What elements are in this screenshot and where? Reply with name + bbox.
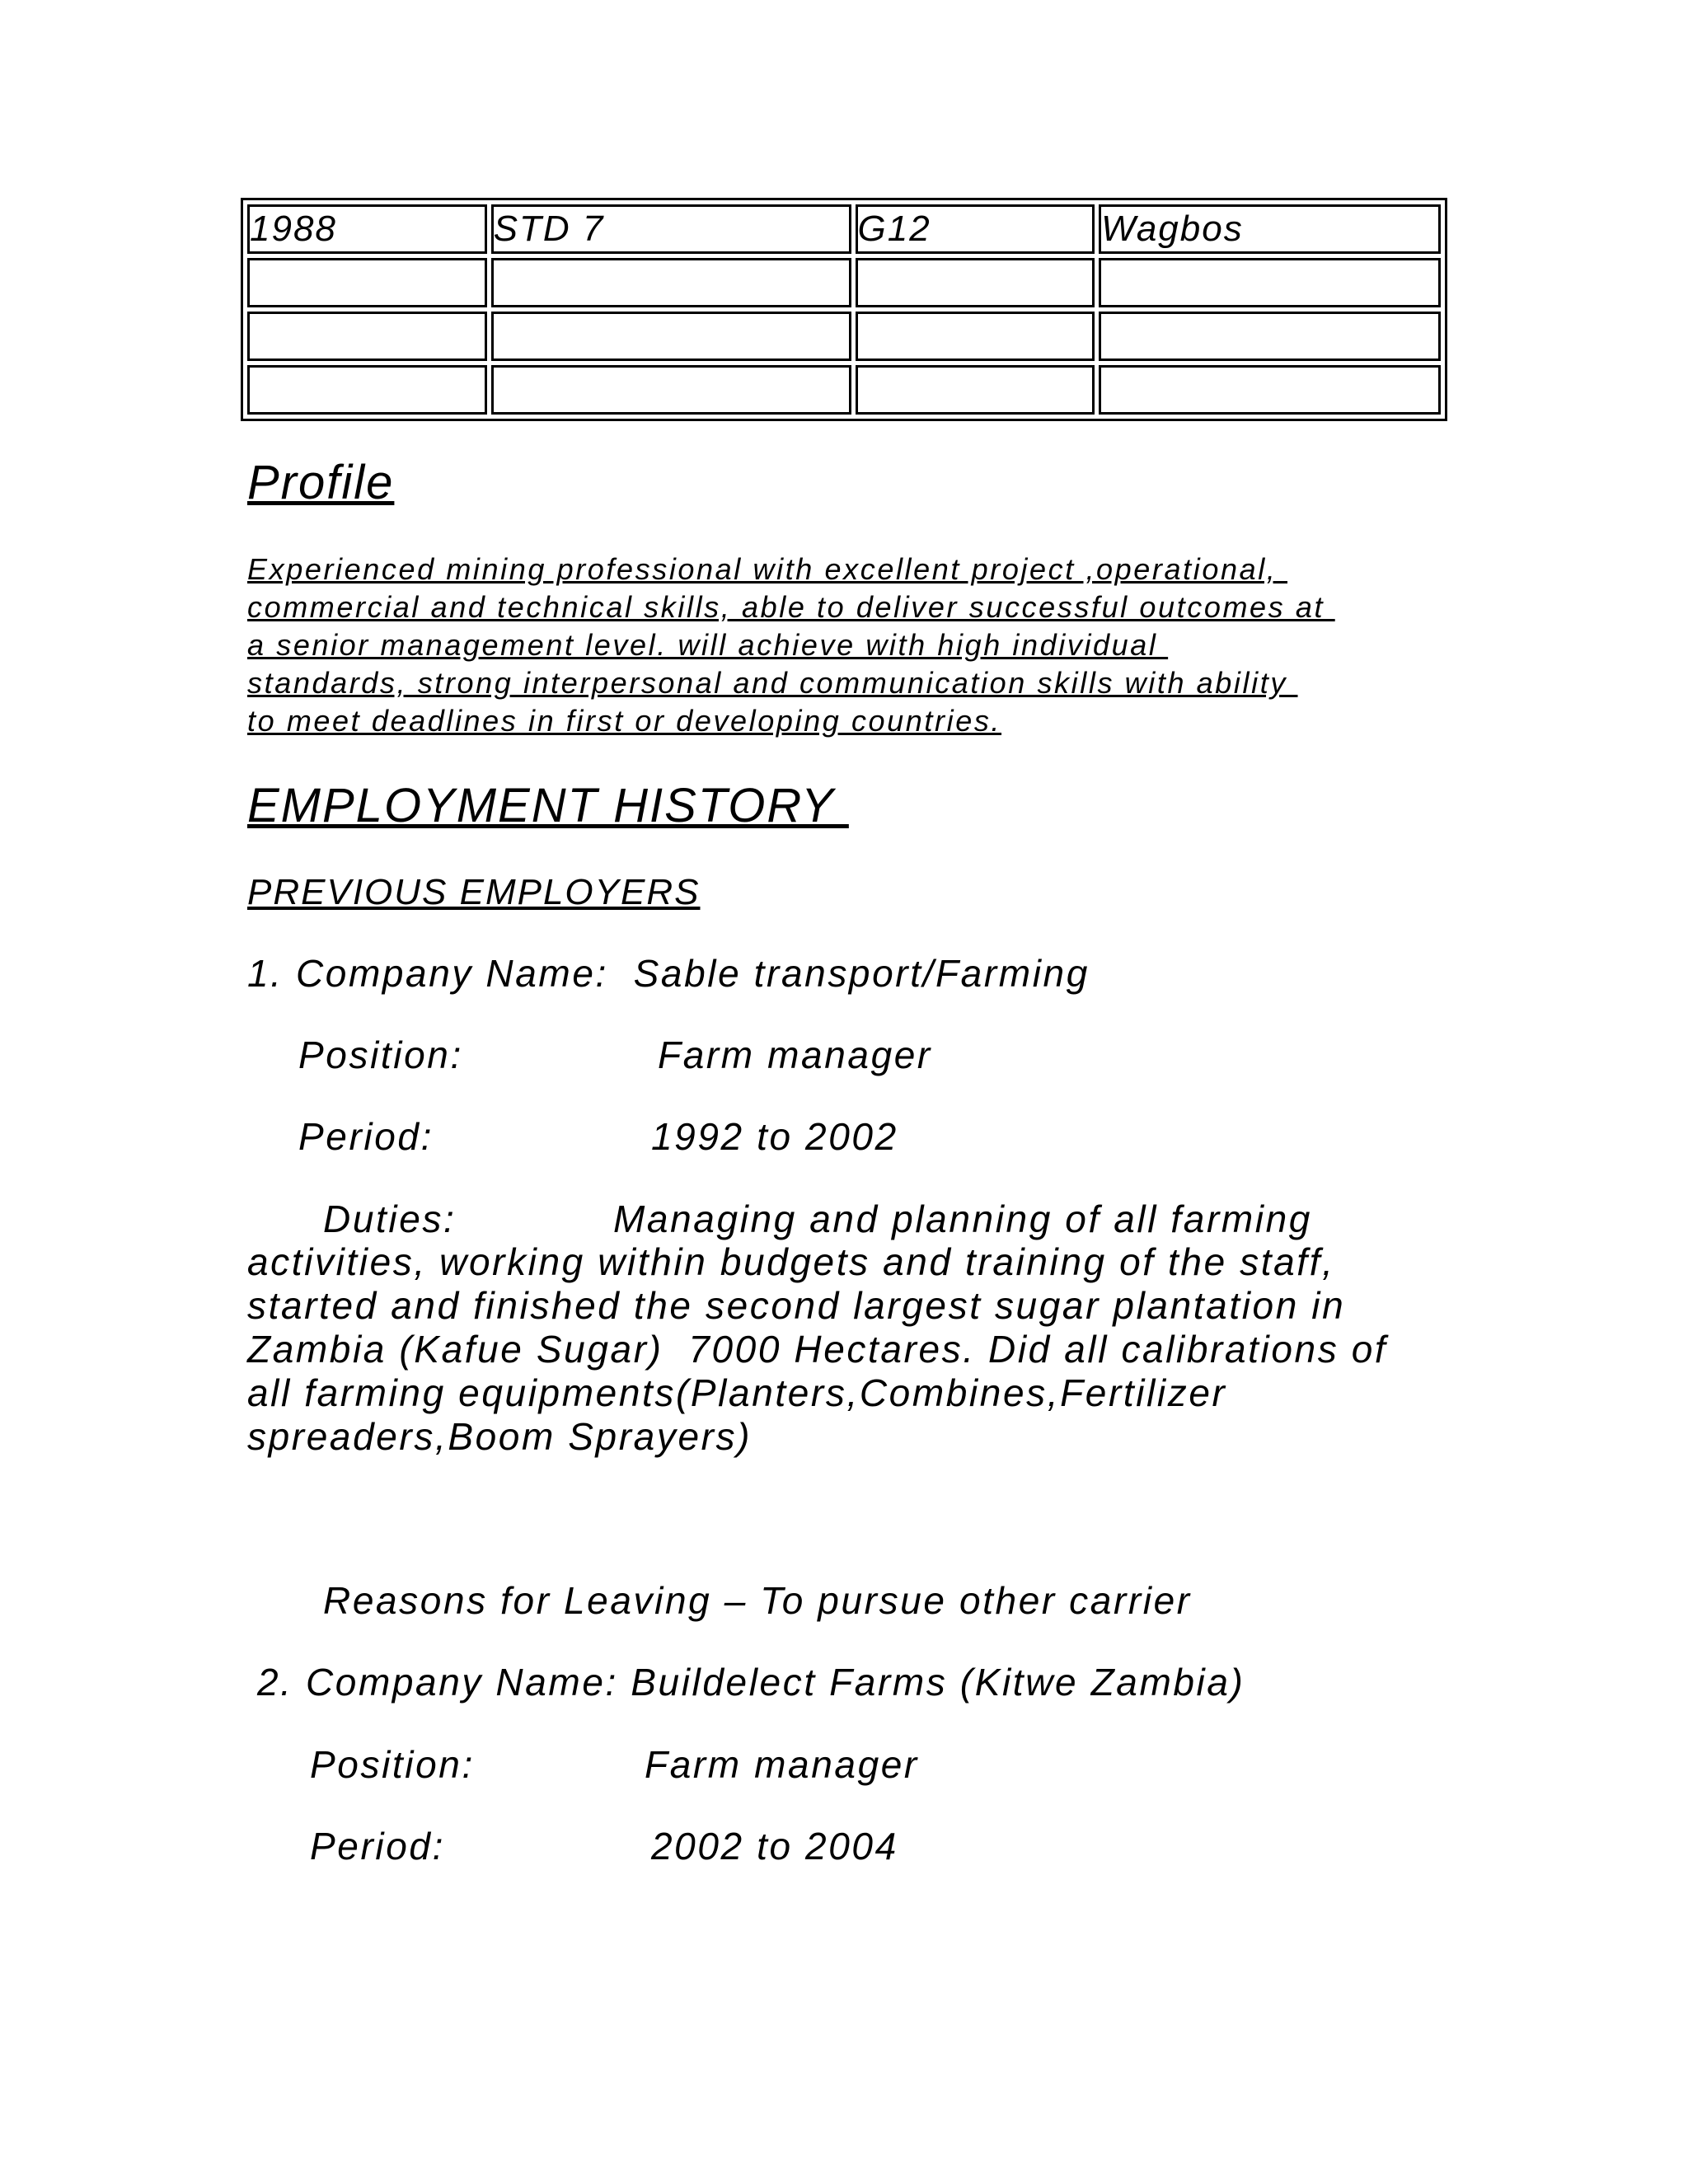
employer-1-period-label: Period: xyxy=(298,1115,434,1158)
table-cell: STD 7 xyxy=(491,204,851,254)
duties-line: started and finished the second largest sugar plantation in xyxy=(247,1284,1346,1327)
duties-line: spreaders,Boom Sprayers) xyxy=(247,1415,753,1458)
table-row xyxy=(247,204,1441,254)
duties-line: activities, working within budgets and training of the staff, xyxy=(247,1240,1335,1283)
employer-1-position-value: Farm manager xyxy=(658,1033,932,1076)
duties-line: all farming equipments(Planters,Combines,Fertilizer xyxy=(247,1371,1227,1414)
employer-2-position-label: Position: xyxy=(310,1743,475,1786)
table-cell xyxy=(1099,258,1441,307)
education-table xyxy=(241,198,1447,421)
profile-paragraph xyxy=(247,551,1335,740)
table-cell xyxy=(1099,312,1441,361)
profile-line: commercial and technical skills, able to deliver successful outcomes at xyxy=(247,590,1335,624)
table-cell: G12 xyxy=(856,204,1095,254)
table-cell xyxy=(247,312,487,361)
table-cell xyxy=(247,258,487,307)
employer-1-duties-first-line: Managing and planning of all farming xyxy=(613,1197,1312,1240)
table-row xyxy=(247,365,1441,415)
employer-1-reasons-for-leaving: Reasons for Leaving – To pursue other carrier xyxy=(323,1579,1192,1622)
employer-1-position-label: Position: xyxy=(298,1033,463,1076)
table-row xyxy=(247,312,1441,361)
table-cell: Wagbos xyxy=(1099,204,1441,254)
table-row xyxy=(247,258,1441,307)
employer-2-period-value: 2002 to 2004 xyxy=(651,1825,898,1868)
employer-1-duties-text xyxy=(247,1240,1387,1459)
table-cell: 1988 xyxy=(247,204,487,254)
profile-line: a senior management level. will achieve with high individual xyxy=(247,628,1169,662)
duties-line: Zambia (Kafue Sugar) 7000 Hectares. Did all calibrations of xyxy=(247,1328,1388,1371)
previous-employers-heading: PREVIOUS EMPLOYERS xyxy=(247,872,701,912)
employer-1-period-value: 1992 to 2002 xyxy=(651,1115,898,1158)
table-cell xyxy=(856,365,1095,415)
table-cell xyxy=(856,258,1095,307)
employer-2-company: 2. Company Name: Buildelect Farms (Kitwe Zambia) xyxy=(257,1661,1245,1704)
table-cell xyxy=(247,365,487,415)
profile-line: standards, strong interpersonal and communication skills with ability xyxy=(247,666,1298,700)
employer-2-period-label: Period: xyxy=(310,1825,445,1868)
profile-line: Experienced mining professional with excellent project ,operational, xyxy=(247,552,1288,586)
employment-history-heading: EMPLOYMENT HISTORY xyxy=(247,779,849,832)
table-cell xyxy=(491,312,851,361)
table-cell xyxy=(856,312,1095,361)
employer-2-position-value: Farm manager xyxy=(645,1743,919,1786)
table-cell xyxy=(1099,365,1441,415)
profile-heading: Profile xyxy=(247,456,395,509)
profile-line: to meet deadlines in first or developing countries. xyxy=(247,704,1002,738)
table-cell xyxy=(491,258,851,307)
table-cell xyxy=(491,365,851,415)
employer-1-duties-label: Duties: xyxy=(323,1197,457,1240)
employer-1-company: 1. Company Name: Sable transport/Farming xyxy=(247,952,1090,995)
